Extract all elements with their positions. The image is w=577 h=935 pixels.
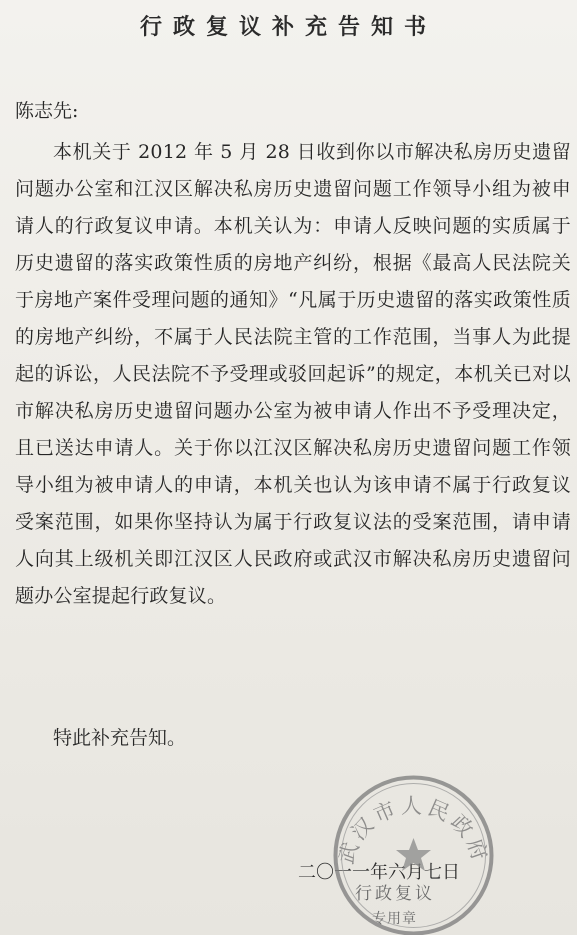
issue-date: 二〇一一年六月七日 [298,862,460,883]
body-paragraph: 本机关于 2012 年 5 月 28 日收到你以市解决私房历史遗留问题办公室和江汉区解决私房历史遗留问题工作领导小组为被申请人的行政复议申请。本机关认为：申请人反映问题的实质属于历史遗留的落实政策性质的房地产纠纷，根据《最高人民法院关于房地产案件受理问题的通知》“凡属于历史遗留的落实政策性质的房地产纠纷，不属于人民法院主管的工作范围，当事人为此提起的诉讼，人民法院不予受理或驳回起诉”的规定，本机关已对以市解决私房历史遗留问题办公室为被申请人作出不予受理决定，且已送达申请人。关于你以江汉区解决私房历史遗留问题工作领导小组为被申请人的申请，本机关也认为该申请不属于行政复议受案范围，如果你坚持认为属于行政复议法的受案范围，请申请人向其上级机关即江汉区人民政府或武汉市解决私房历史遗留问题办公室提起行政复议。 [15,141,571,607]
seal-label-line1: 行政复议 [355,884,435,904]
seal-arc-text: 武汉市人民政府 [333,793,494,867]
seal-label-line2: 专用章 [372,911,417,927]
seal-star-icon [396,838,431,871]
closing-line: 特此补充告知。 [53,727,187,749]
document-title: 行政复议补充告知书 [139,14,437,40]
salutation: 陈志先: [15,100,79,122]
